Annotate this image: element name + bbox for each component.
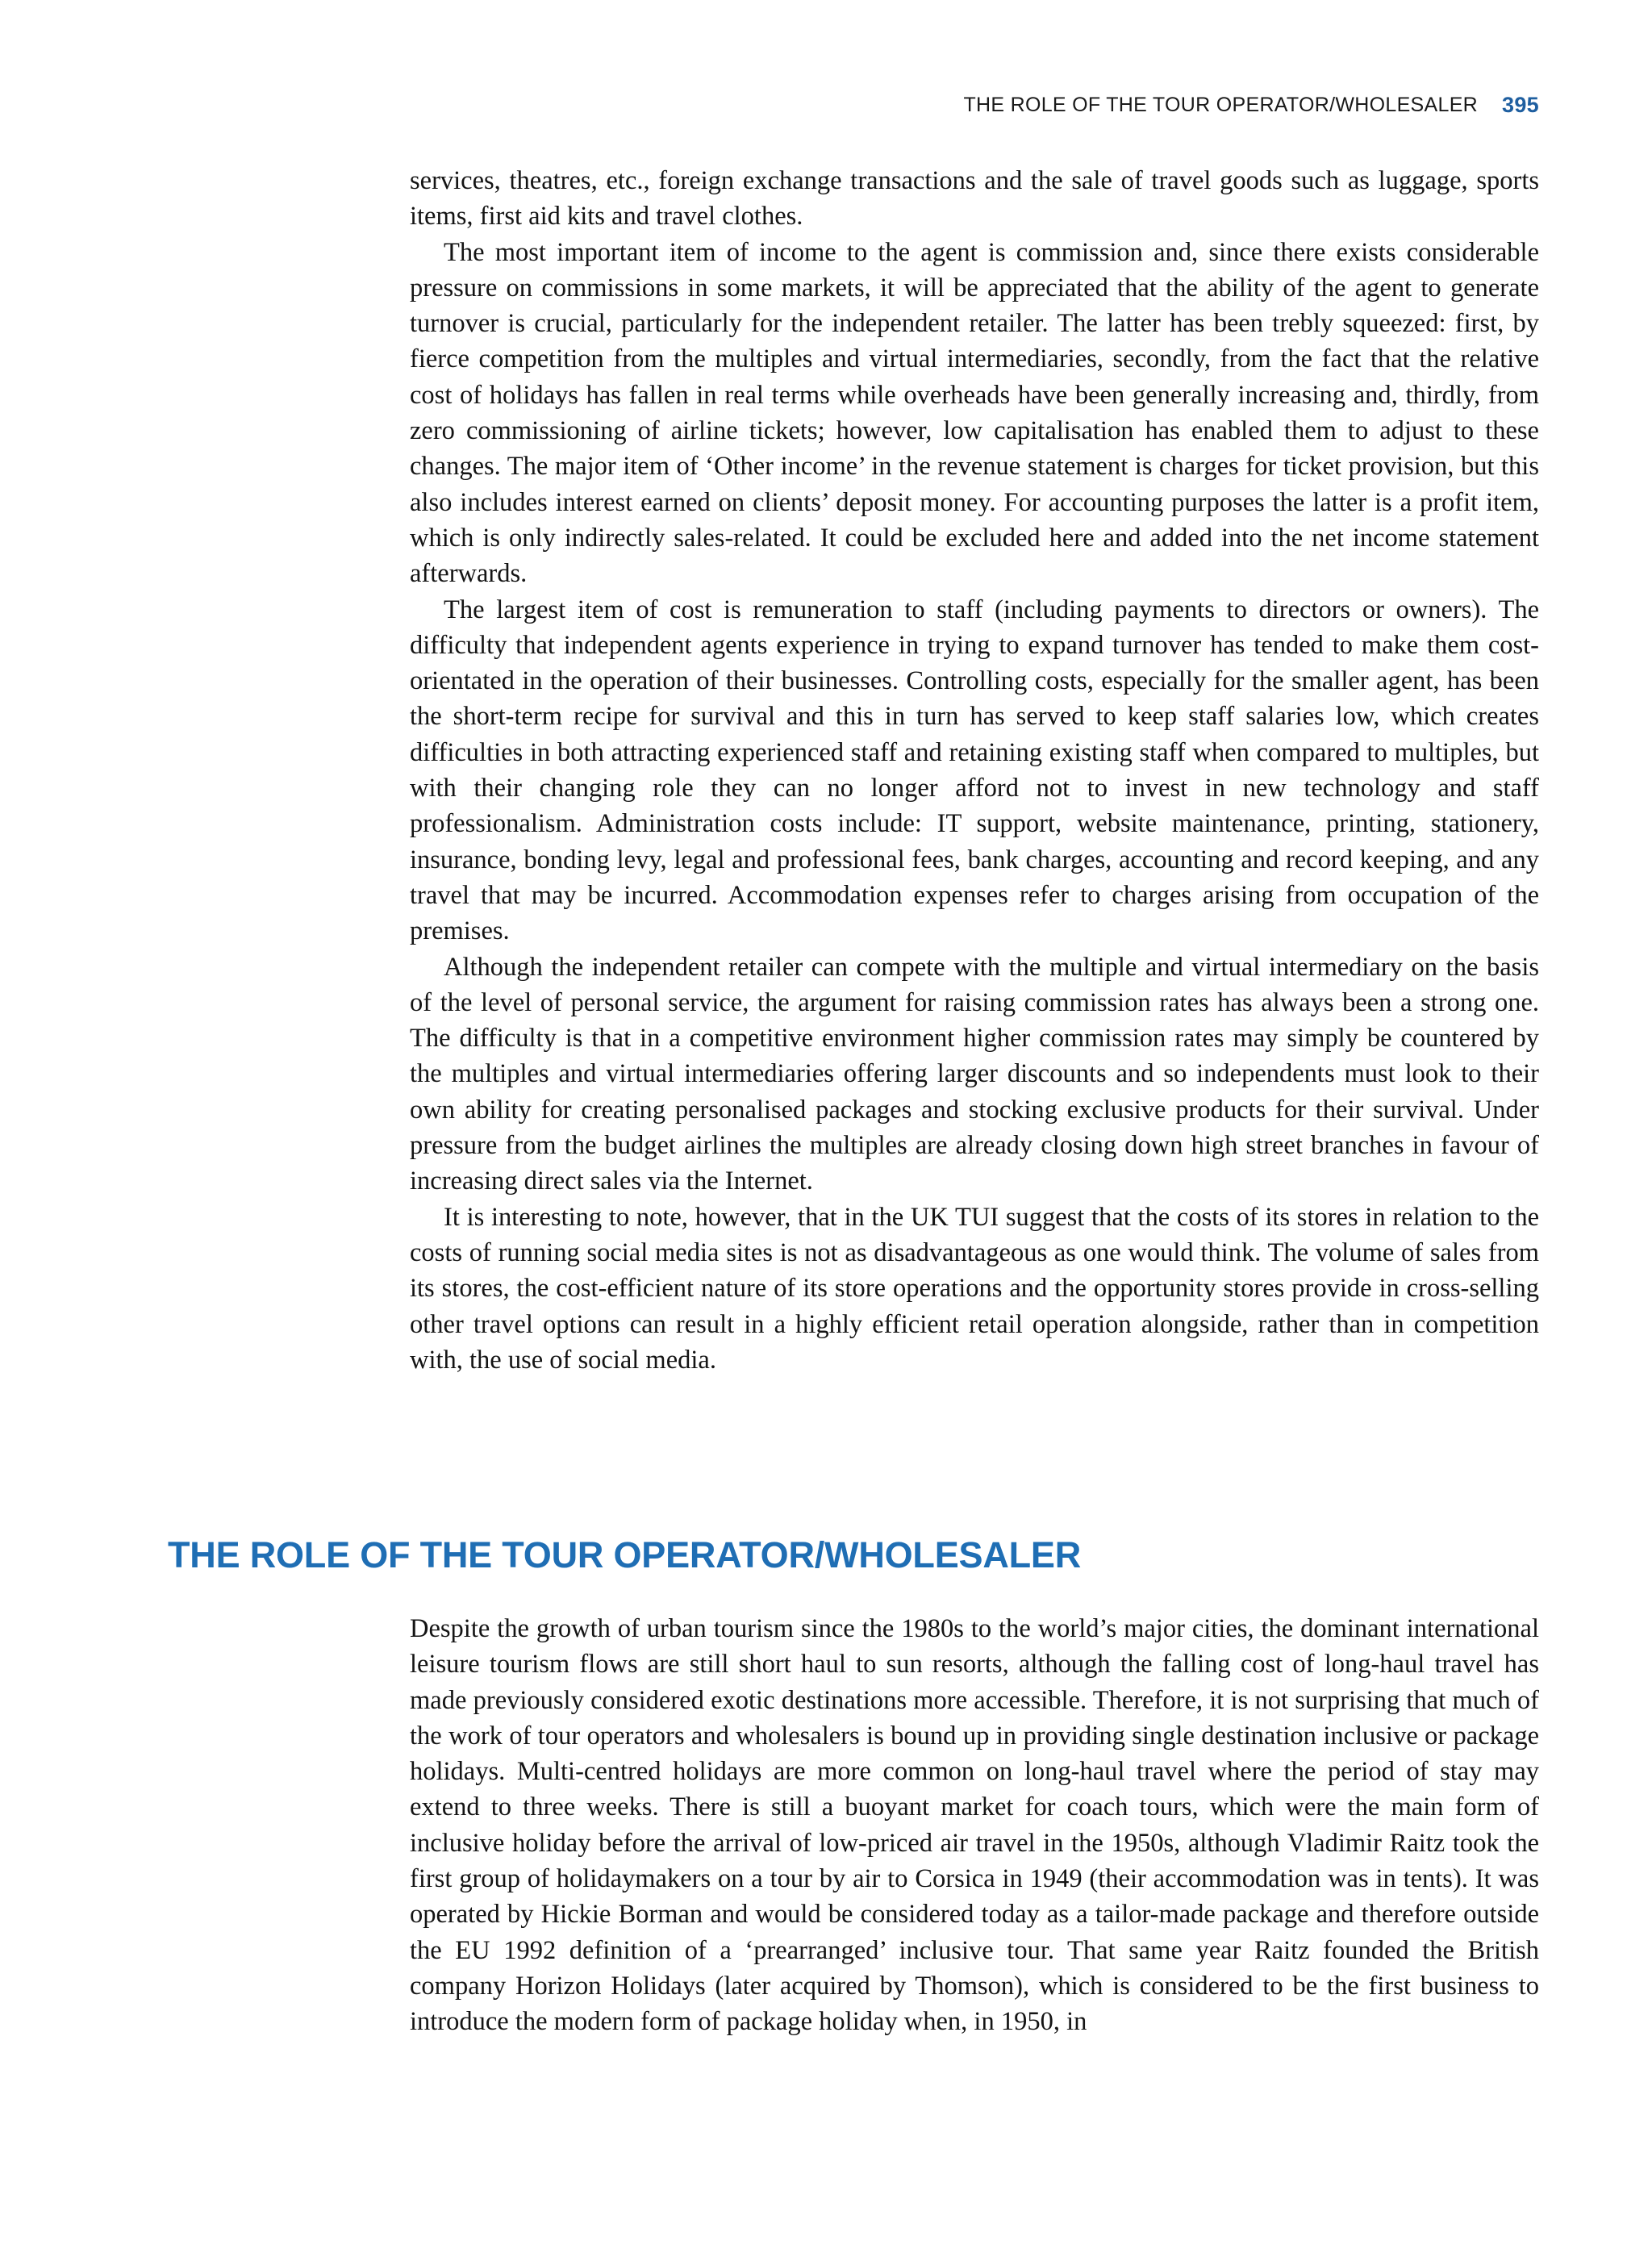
page-number: 395 [1502,92,1539,117]
paragraph-continuation: services, theatres, etc., foreign exchange transactions and the sale of travel goods such as luggage, sports items, first aid kits and travel clothes. [410,166,1539,232]
paragraph: The largest item of cost is remuneration to staff (including payments to directors or owners). The difficulty that independent agents experience in trying to expand turnover has tended to make them cost-orientated in the operation of their businesses. Controlling costs, especially for the smaller agent, has been the short-term recipe for survival and this in turn has served to keep staff salaries low, which creates difficulties in both attracting experienced staff and retaining existing staff when compared to multiples, but with their changing role they can no longer afford not to invest in new technology and staff professionalism. Administration costs include: IT support, website maintenance, printing, stationery, insurance, bonding levy, legal and professional fees, bank charges, accounting and record keeping, and any travel that may be incurred. Accommodation expenses refer to charges arising from occupation of the premises. [410,595,1539,946]
section-heading: THE ROLE OF THE TOUR OPERATOR/WHOLESALER [168,1534,1082,1575]
section-body-text [410,1611,1539,2040]
running-head [963,89,1539,121]
section-first-paragraph: Despite the growth of urban tourism since the 1980s to the world’s major cities, the dominant international leisure tourism flows are still short haul to sun resorts, although the falling cost of long-haul travel has made previously considered exotic destinations more accessible. Therefore, it is not surprising that much of the work of tour operators and wholesalers is bound up in providing single destination inclusive or package holidays. Multi-centred holidays are more common on long-haul travel where the period of stay may extend to three weeks. There is still a buoyant market for coach tours, which were the main form of inclusive holiday before the arrival of low-priced air travel in the 1950s, although Vladimir Raitz took the first group of holidaymakers on a tour by air to Corsica in 1949 (their accommodation was in tents). It was operated by Hickie Borman and would be considered today as a tailor-made package and therefore outside the EU 1992 definition of a ‘prearranged’ inclusive tour. That same year Raitz founded the British company Horizon Holidays (later acquired by Thomson), which is considered to be the first business to introduce the modern form of package holiday when, in 1950, in [410,1614,1539,2037]
paragraph: It is interesting to note, however, that in the UK TUI suggest that the costs of its stores in relation to the costs of running social media sites is not as disadvantageous as one would think. The volume of sales from its stores, the cost-efficient nature of its store operations and the opportunity stores provide in cross-selling other travel options can result in a highly efficient retail operation alongside, rather than in competition with, the use of social media. [410,1202,1539,1375]
paragraph: Although the independent retailer can compete with the multiple and virtual intermediary on the basis of the level of personal service, the argument for raising commission rates has always been a strong one. The difficulty is that in a competitive environment higher commission rates may simply be countered by the multiples and virtual intermediaries offering larger discounts and so independents must look to their own ability for creating personalised packages and stocking exclusive products for their survival. Under pressure from the budget airlines the multiples are already closing down high street branches in favour of increasing direct sales via the Internet. [410,952,1539,1196]
running-head-title: THE ROLE OF THE TOUR OPERATOR/WHOLESALER [963,93,1479,116]
body-text-block [410,163,1539,1378]
paragraph: The most important item of income to the agent is commission and, since there exists considerable pressure on commissions in some markets, it will be appreciated that the ability of the agent to generate turnover is crucial, particularly for the independent retailer. The latter has been trebly squeezed: first, by fierce competition from the multiples and virtual intermediaries, secondly, from the fact that the relative cost of holidays has fallen in real terms while overheads have been generally increasing and, thirdly, from zero commissioning of airline tickets; however, low capitalisation has enabled them to adjust to these changes. The major item of ‘Other income’ in the revenue statement is charges for ticket provision, but this also includes interest earned on clients’ deposit money. For accounting purposes the latter is a profit item, which is only indirectly sales-related. It could be excluded here and added into the net income statement afterwards. [410,237,1539,589]
